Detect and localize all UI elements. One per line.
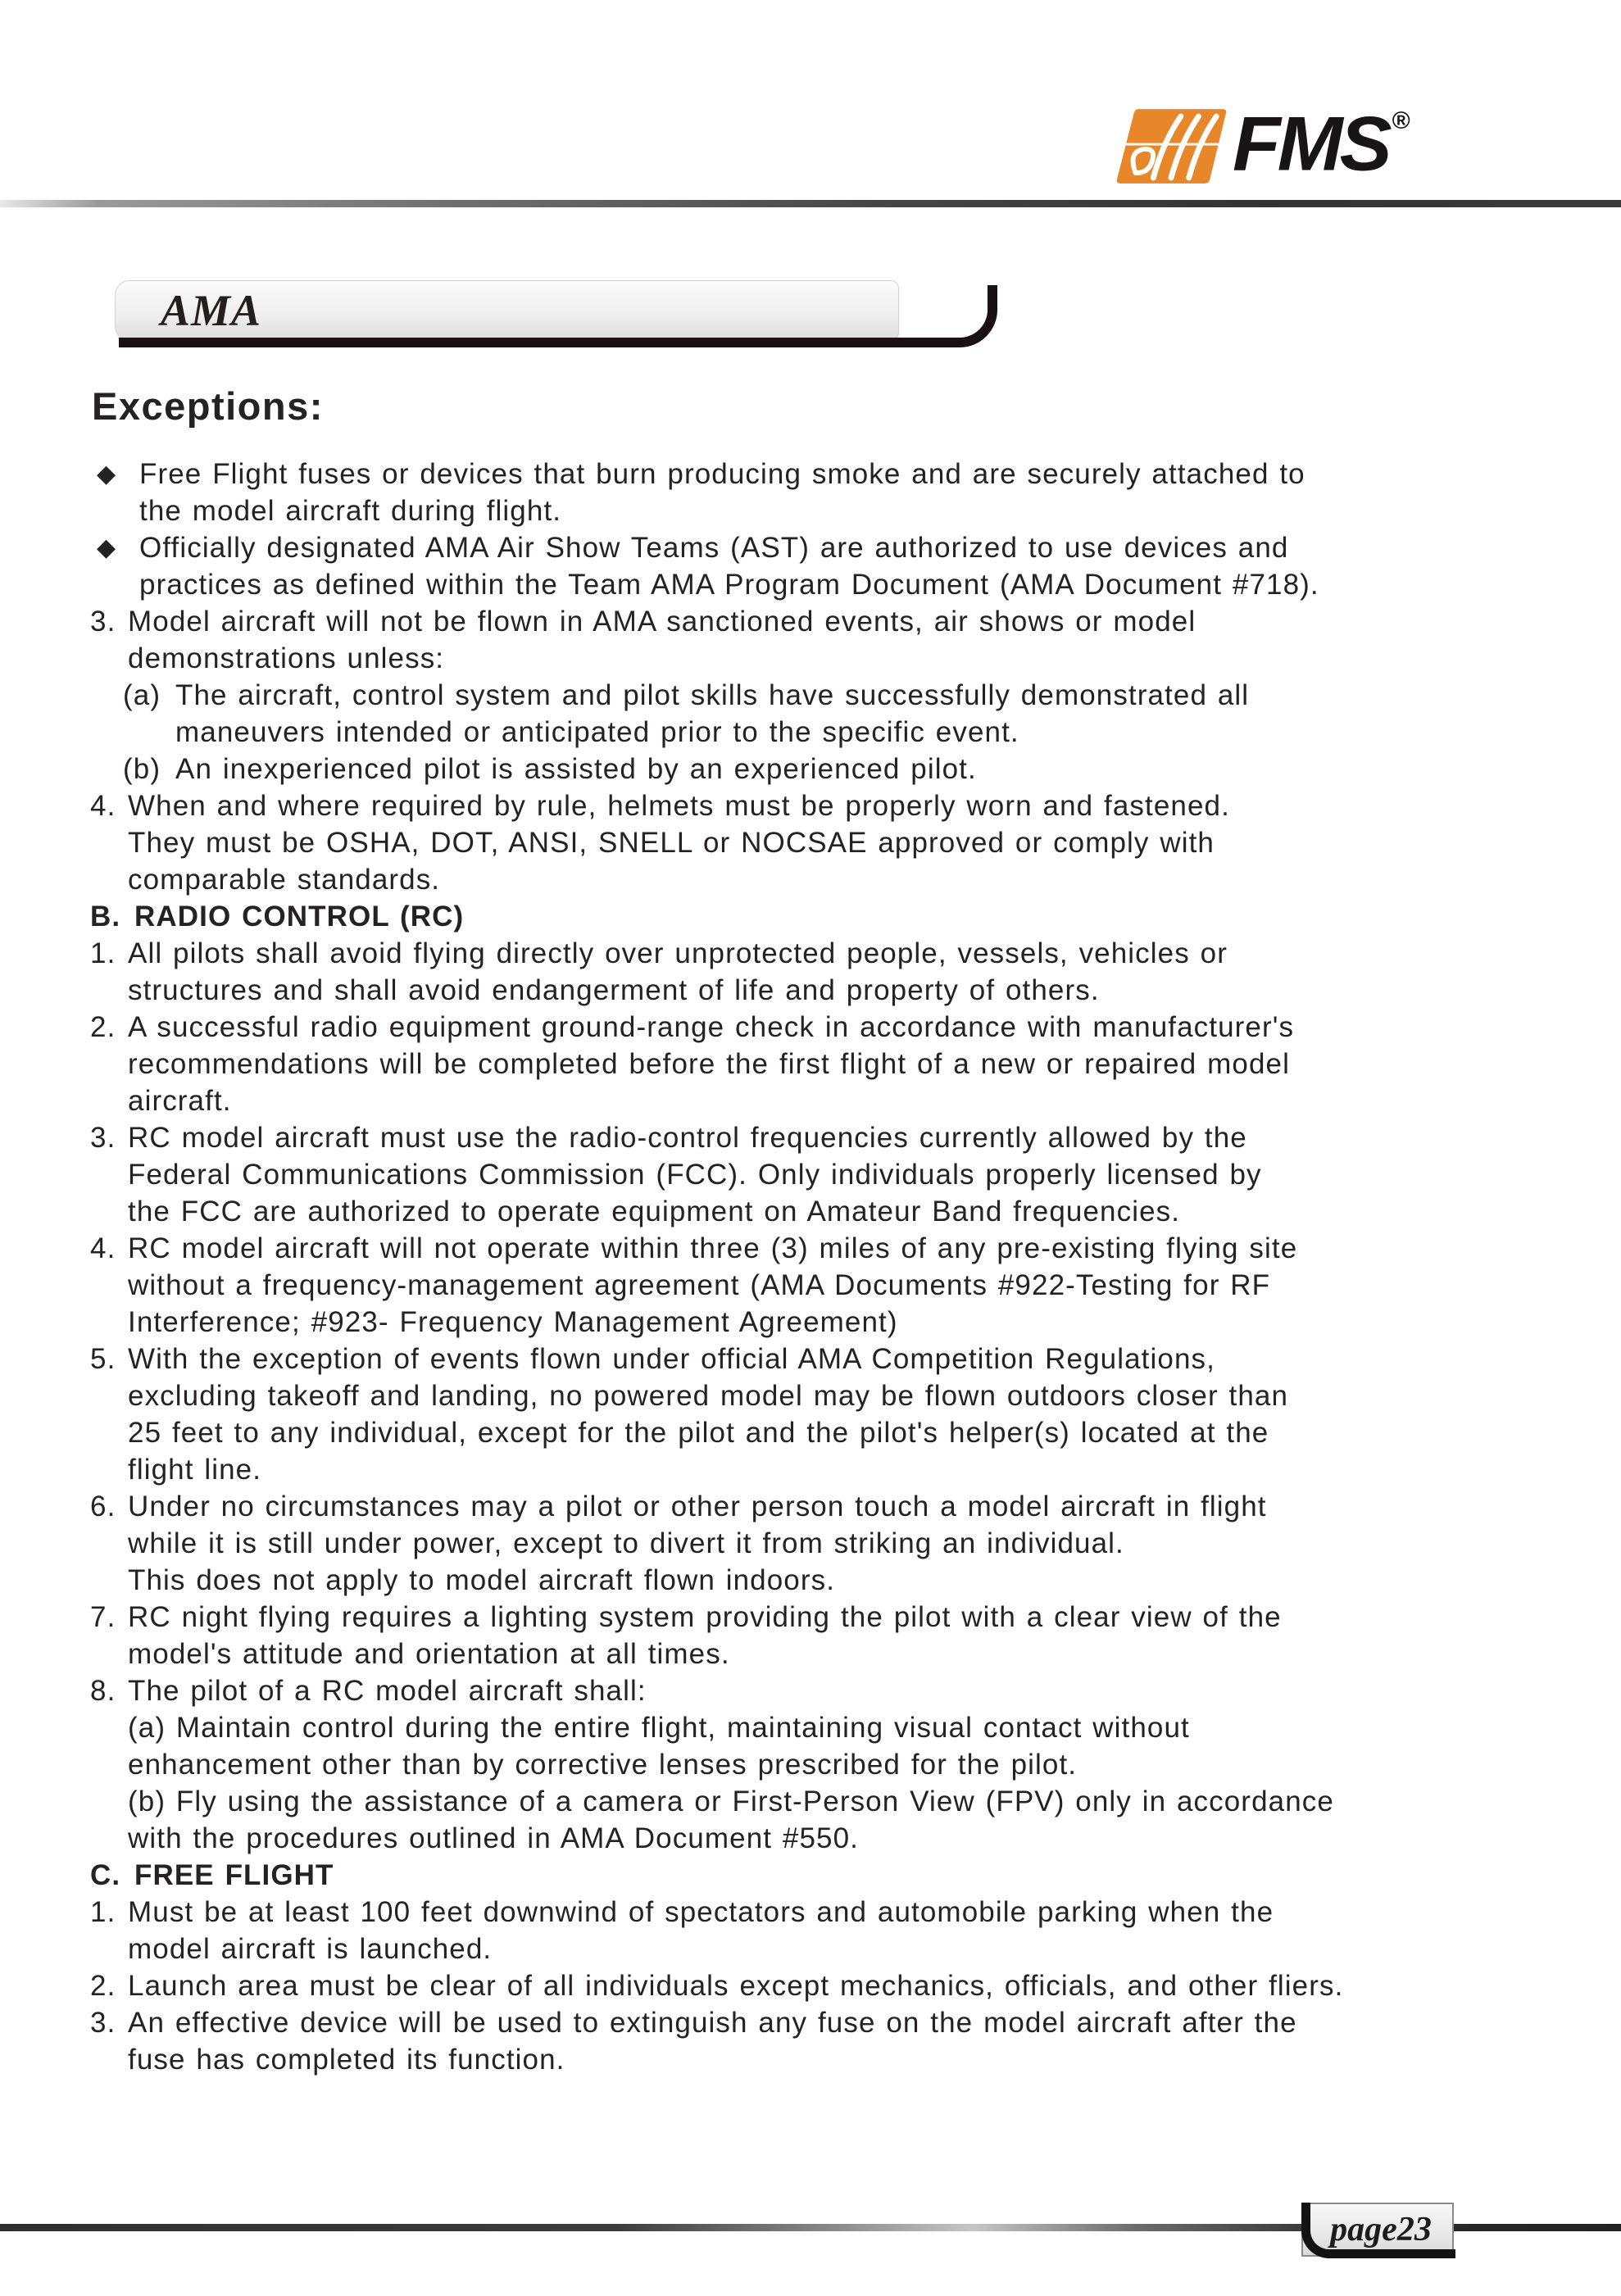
list-item [90, 456, 1573, 529]
item-text: Free Flight fuses or devices that burn producing smoke and are securely attached to the model aircraft during flight. [139, 458, 1305, 527]
item-marker: 3. [90, 606, 116, 638]
list-item [123, 677, 1573, 751]
item-text: RADIO CONTROL (RC) [134, 901, 465, 932]
item-text: All pilots shall avoid flying directly over unprotected people, vessels, vehicles or structures and shall avoid endangerment of life and property of others. [128, 937, 1228, 1006]
item-text: RC model aircraft must use the radio-control frequencies currently allowed by the Federal Communications Commission (FCC). Only individuals properly licensed by the FCC are authorized to operate equipment on Amateur Band frequencies. [128, 1122, 1262, 1227]
list-item [90, 2004, 1573, 2078]
bullet-diamond-icon: ◆ [97, 534, 117, 561]
content-list [90, 456, 1573, 2078]
item-text: RC night flying requires a lighting system providing the pilot with a clear view of the model's attitude and orientation at all times. [128, 1601, 1282, 1670]
list-item [90, 1119, 1573, 1230]
exceptions-heading: Exceptions: [92, 384, 324, 428]
item-text: An effective device will be used to extinguish any fuse on the model aircraft after the fuse has completed its function. [128, 2007, 1297, 2076]
item-marker: 3. [90, 2007, 116, 2039]
page-number-label: page23 [1330, 2211, 1432, 2248]
item-text: Launch area must be clear of all individuals except mechanics, officials, and other fliers. [128, 1970, 1344, 2002]
item-text: The pilot of a RC model aircraft shall: (a) Maintain control during the entire flight, maintaining visual contact without enhancement other than by corrective lenses prescribed for the pilot. (b) Fly using the assistance of a camera or First-Person View (FPV) only in accordance with the procedures outlined in AMA Document #550. [128, 1675, 1334, 1854]
item-marker: 5. [90, 1343, 116, 1375]
item-text: FREE FLIGHT [134, 1859, 334, 1891]
list-item [90, 1230, 1573, 1341]
item-marker: C. [90, 1859, 121, 1891]
list-item [90, 1599, 1573, 1672]
ama-tab-title: AMA [161, 286, 262, 335]
fms-swoosh-emblem-icon [1115, 107, 1228, 187]
item-text: Officially designated AMA Air Show Teams (AST) are authorized to use devices and practices as defined within the Team AMA Program Document (AMA Document #718). [139, 532, 1319, 601]
list-item [90, 1967, 1573, 2004]
item-text: An inexperienced pilot is assisted by an experienced pilot. [175, 753, 977, 785]
item-marker: B. [90, 901, 121, 932]
list-item [90, 1894, 1573, 1967]
section-heading [90, 898, 1573, 935]
bullet-diamond-icon: ◆ [97, 461, 117, 488]
list-item [90, 1341, 1573, 1488]
page-number-badge [1301, 2203, 1454, 2257]
item-marker: (b) [123, 753, 161, 785]
list-item [90, 1672, 1573, 1857]
item-text: A successful radio equipment ground-range check in accordance with manufacturer's recommendations will be completed before the first flight of a new or repaired model aircraft. [128, 1011, 1295, 1117]
list-item [90, 787, 1573, 898]
brand-wordmark: FMS [1233, 101, 1389, 187]
header-rule [0, 200, 1621, 207]
list-item [90, 1009, 1573, 1119]
item-marker: 4. [90, 790, 116, 822]
item-text: Must be at least 100 feet downwind of spectators and automobile parking when the model aircraft is launched. [128, 1896, 1274, 1965]
item-marker: 3. [90, 1122, 116, 1154]
item-text: Under no circumstances may a pilot or other person touch a model aircraft in flight while it is still under power, except to divert it from striking an individual. This does not apply to model aircraft flown indoors. [128, 1491, 1267, 1596]
section-heading [90, 1857, 1573, 1894]
item-text: When and where required by rule, helmets must be properly worn and fastened. They must be OSHA, DOT, ANSI, SNELL or NOCSAE approved or comply with comparable standards. [128, 790, 1230, 896]
item-text: The aircraft, control system and pilot skills have successfully demonstrated all maneuvers intended or anticipated prior to the specific event. [175, 679, 1250, 748]
list-item [90, 529, 1573, 603]
item-text: RC model aircraft will not operate within three (3) miles of any pre-existing flying site without a frequency-management agreement (AMA Documents #922-Testing for RF Interference; #923- Frequency Management Agreement) [128, 1232, 1298, 1338]
item-marker: 8. [90, 1675, 116, 1707]
registered-trademark-symbol: ® [1392, 107, 1410, 134]
list-item [90, 603, 1573, 677]
item-marker: 2. [90, 1970, 116, 2002]
item-text: Model aircraft will not be flown in AMA sanctioned events, air shows or model demonstrations unless: [128, 606, 1196, 674]
item-marker: (a) [123, 679, 161, 711]
list-item [90, 935, 1573, 1009]
item-text: With the exception of events flown under official AMA Competition Regulations, excluding takeoff and landing, no powered model may be flown outdoors closer than 25 feet to any individual, except for the pilot and the pilot's helper(s) located at the flight line. [128, 1343, 1289, 1486]
list-item [123, 751, 1573, 787]
list-item [90, 1488, 1573, 1599]
item-marker: 1. [90, 937, 116, 969]
item-marker: 2. [90, 1011, 116, 1043]
item-marker: 6. [90, 1491, 116, 1522]
item-marker: 4. [90, 1232, 116, 1264]
fms-logo [1115, 101, 1410, 187]
item-marker: 1. [90, 1896, 116, 1928]
item-marker: 7. [90, 1601, 116, 1633]
